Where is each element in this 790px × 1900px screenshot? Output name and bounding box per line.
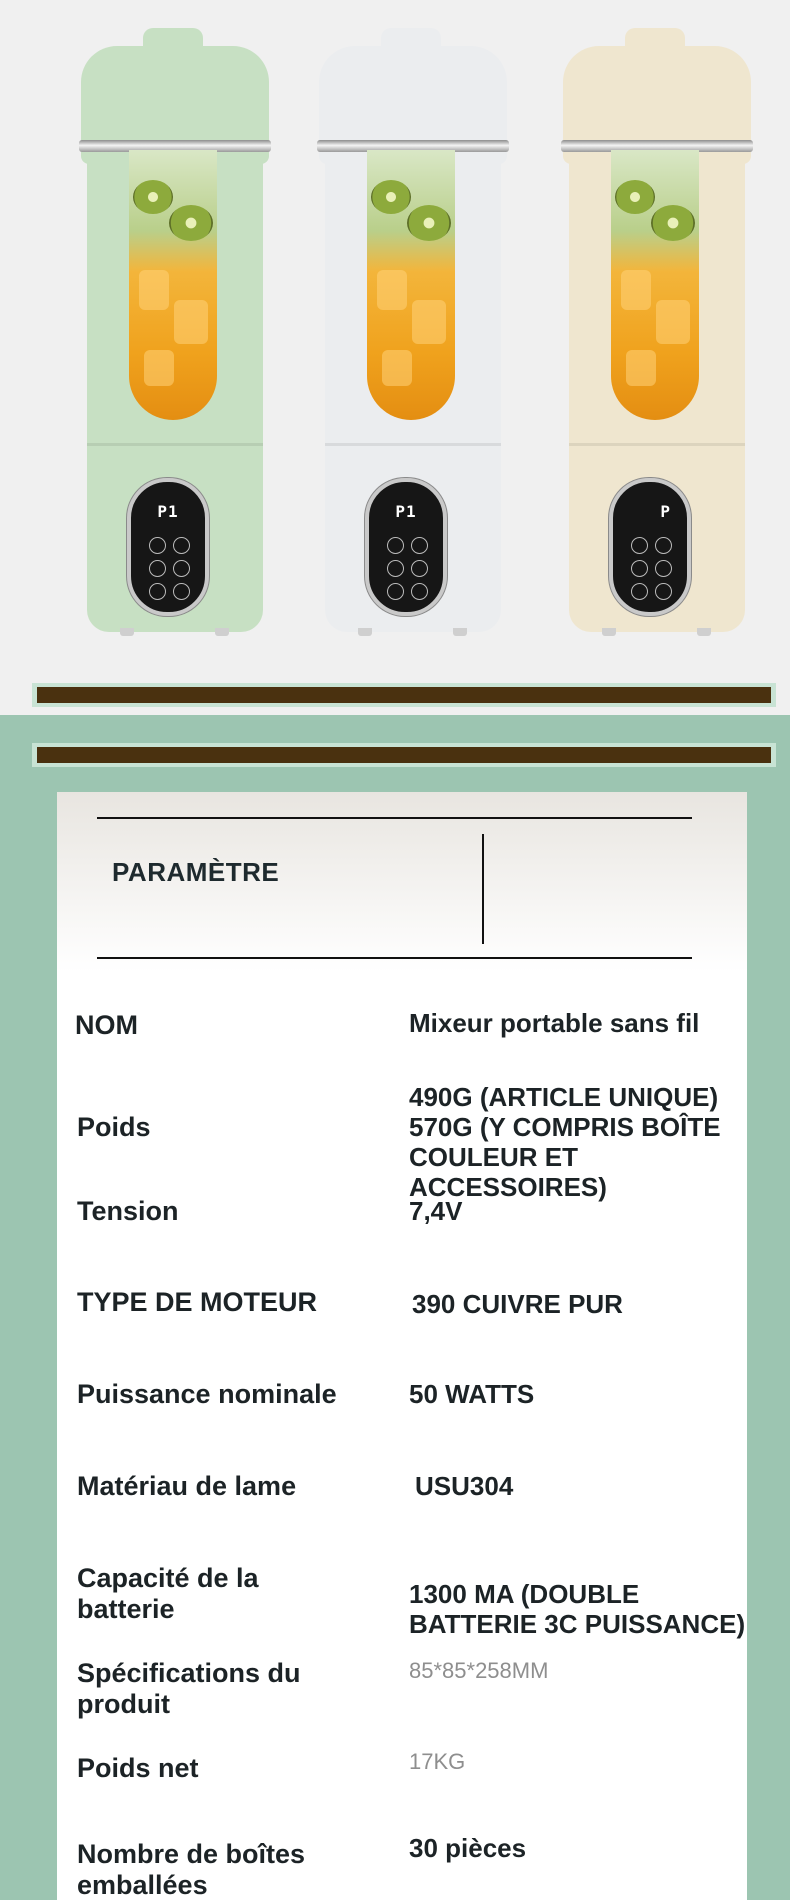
button-icon [655, 560, 672, 577]
spec-table [57, 792, 747, 1900]
button-icon [149, 537, 166, 554]
button-icon [173, 537, 190, 554]
row-value: 7,4V [409, 1196, 463, 1226]
button-icon [655, 583, 672, 600]
row-label: Poids [77, 1112, 151, 1142]
row-value: 85*85*258MM [409, 1658, 549, 1683]
row-label: Spécifications du produit [77, 1658, 301, 1719]
control-panel [365, 478, 447, 616]
button-icon [655, 537, 672, 554]
row-label: Matériau de lame [77, 1471, 297, 1501]
divider-bar [32, 683, 776, 707]
row-value: 490G (ARTICLE UNIQUE) 570G (Y COMPRIS BOÎTE COULEUR ET ACCESSOIRES) [409, 1082, 721, 1202]
header-top-rule [97, 817, 692, 819]
row-value: 50 WATTS [409, 1379, 535, 1409]
control-panel [127, 478, 209, 616]
row-value: USU304 [415, 1471, 514, 1501]
blender-green [75, 28, 275, 643]
row-value: Mixeur portable sans fil [409, 1008, 700, 1038]
fruit-window [129, 150, 217, 420]
product-photo [0, 0, 790, 715]
blender-cream [557, 28, 757, 643]
button-icon [149, 583, 166, 600]
panel-display: P1 [395, 502, 417, 521]
button-icon [387, 583, 404, 600]
row-label: NOM [75, 1010, 138, 1040]
button-icon [173, 560, 190, 577]
row-label: Tension [77, 1196, 179, 1226]
fruit-window [367, 150, 455, 420]
row-label: Puissance nominale [77, 1379, 337, 1409]
fruit-window [611, 150, 699, 420]
button-icon [173, 583, 190, 600]
header-bottom-rule [97, 957, 692, 959]
row-label: Capacité de la batterie [77, 1563, 259, 1624]
row-label: Nombre de boîtes emballées [77, 1839, 306, 1900]
button-icon [411, 583, 428, 600]
control-panel [609, 478, 691, 616]
panel-display: P1 [157, 502, 179, 521]
button-icon [631, 560, 648, 577]
header-divider [482, 834, 484, 944]
button-icon [387, 537, 404, 554]
table-header: PARAMÈTRE [112, 857, 280, 887]
divider-bar [32, 743, 776, 767]
button-icon [387, 560, 404, 577]
row-value: 1300 MA (DOUBLE BATTERIE 3C PUISSANCE) [409, 1579, 746, 1639]
button-icon [411, 537, 428, 554]
row-value: 30 pièces [409, 1833, 527, 1863]
blender-white [313, 28, 513, 643]
panel-display: P [660, 502, 671, 521]
button-icon [631, 537, 648, 554]
row-label: Poids net [77, 1753, 199, 1783]
button-icon [411, 560, 428, 577]
row-value: 390 CUIVRE PUR [412, 1289, 623, 1319]
row-label: TYPE DE MOTEUR [77, 1287, 318, 1317]
row-value: 17KG [409, 1749, 466, 1774]
button-icon [149, 560, 166, 577]
button-icon [631, 583, 648, 600]
